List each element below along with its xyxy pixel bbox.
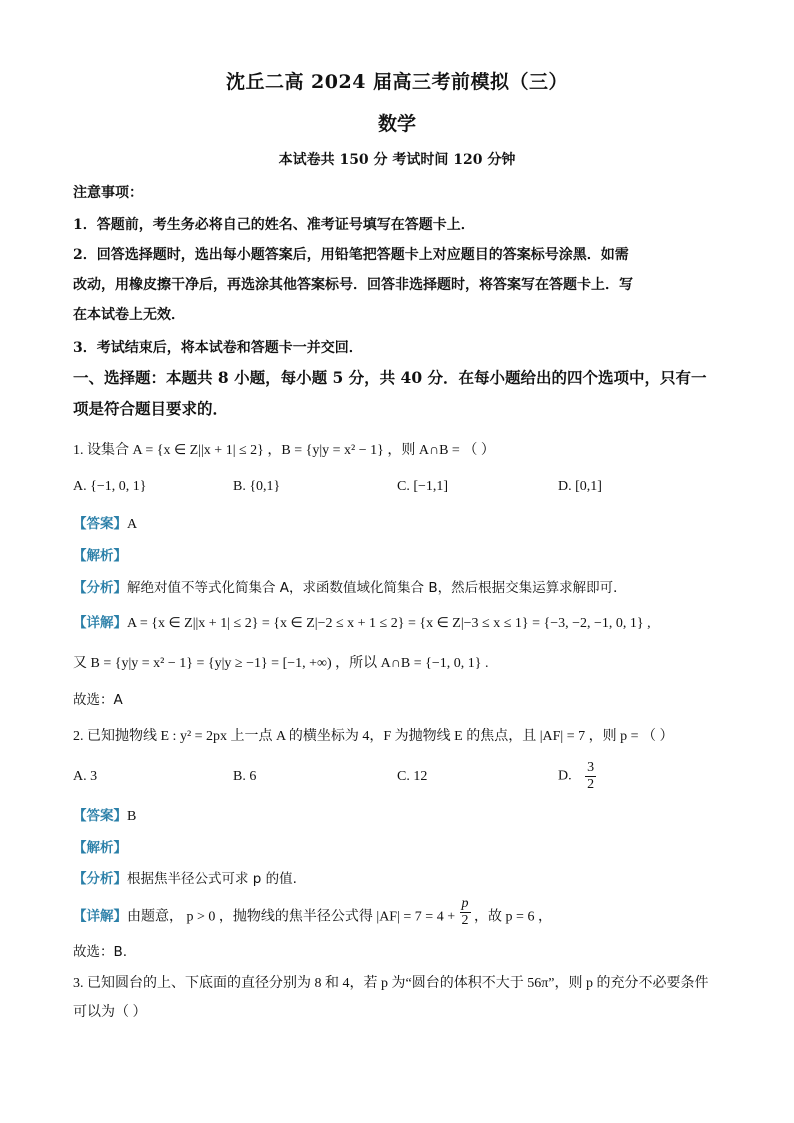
notice-item: 在本试卷上无效． xyxy=(73,307,185,323)
fenxi-text: 根据焦半径公式可求 p 的值. xyxy=(127,871,297,887)
fenxi-tag: 【分析】 xyxy=(73,580,127,596)
question-2-stem: 2. 已知抛物线 E : y² = 2px 上一点 A 的横坐标为 4，F 为抛物线 E 的焦点，且 |AF| = 7 ，则 p = （ ） xyxy=(73,729,674,744)
section-heading: 一、选择题：本题共 8 小题，每小题 5 分，共 40 分．在每小题给出的四个选项中，只有一 xyxy=(73,368,707,387)
q1-detail-line xyxy=(73,613,651,634)
q2-option-a: A. 3 xyxy=(73,769,98,784)
q1-choice: 故选：A xyxy=(73,692,123,708)
q1-option-b: B. {0,1} xyxy=(233,479,281,494)
detail-tag: 【详解】 xyxy=(73,908,127,925)
question-1-stem: 1. 设集合 A = {x ∈ Z||x + 1| ≤ 2} ，B = {y|y = x² − 1} ，则 A∩B = （ ） xyxy=(73,443,495,458)
detail-text: A = {x ∈ Z||x + 1| ≤ 2} = {x ∈ Z|−2 ≤ x + 1 ≤ 2} = {x ∈ Z|−3 ≤ x ≤ 1} = {−3, −2, −1, 0, 1} , xyxy=(127,616,651,631)
exam-title: 沈丘二高 2024 届高三考前模拟（三） xyxy=(225,71,569,93)
q1-detail-cont: 又 B = {y|y = x² − 1} = {y|y ≥ −1} = [−1, +∞) ，所以 A∩B = {−1, 0, 1} . xyxy=(73,656,489,671)
q2-answer-line xyxy=(73,806,136,827)
notice-item: 2．回答选择题时，选出每小题答案后，用铅笔把答题卡上对应题目的答案标号涂黑．如需 xyxy=(73,247,629,263)
exam-meta: 本试卷共 150 分 考试时间 120 分钟 xyxy=(278,152,516,168)
detail-fraction xyxy=(460,896,471,929)
q2-fenxi-line xyxy=(73,869,297,889)
detail-text-end: ，故 p = 6 ， xyxy=(470,909,552,925)
analysis-tag: 【解析】 xyxy=(73,548,127,564)
fraction-numerator: 3 xyxy=(587,760,595,775)
answer-value: A xyxy=(127,517,138,532)
question-3-stem-cont: 可以为（ ） xyxy=(73,1005,147,1020)
q2-option-d xyxy=(558,760,596,793)
fenxi-tag: 【分析】 xyxy=(73,871,127,887)
notice-item: 1．答题前，考生务必将自己的姓名、准考证号填写在答题卡上． xyxy=(73,217,475,233)
q2-analysis-line xyxy=(73,838,127,858)
q2-option-d-fraction xyxy=(585,760,596,793)
analysis-tag: 【解析】 xyxy=(73,840,127,856)
q1-analysis-line xyxy=(73,546,127,566)
detail-text: 由题意， p > 0 ，抛物线的焦半径公式得 |AF| = 7 = 4 + xyxy=(127,909,456,925)
q1-fenxi-line xyxy=(73,578,627,598)
q2-option-c: C. 12 xyxy=(397,769,428,784)
fraction-denominator: 2 xyxy=(461,913,469,928)
q2-option-d-label: D. xyxy=(558,768,572,784)
q1-option-a: A. {−1, 0, 1} xyxy=(73,479,147,494)
q2-choice: 故选：B. xyxy=(73,944,128,960)
q1-option-d: D. [0,1] xyxy=(558,479,602,494)
notice-heading: 注意事项： xyxy=(73,185,143,201)
q1-option-c: C. [−1,1] xyxy=(397,479,449,494)
answer-tag: 【答案】 xyxy=(73,808,127,824)
section-heading-cont: 项是符合题目要求的． xyxy=(73,399,229,418)
q1-answer-line xyxy=(73,514,137,535)
notice-item: 改动，用橡皮擦干净后，再选涂其他答案标号．回答非选择题时，将答案写在答题卡上．写 xyxy=(73,277,633,293)
answer-value: B xyxy=(127,809,137,824)
fraction-denominator: 2 xyxy=(587,777,595,792)
notice-item: 3．考试结束后，将本试卷和答题卡一并交回． xyxy=(73,340,363,356)
q2-option-b: B. 6 xyxy=(233,769,257,784)
fraction-numerator: p xyxy=(461,896,469,911)
fenxi-text: 解绝对值不等式化简集合 A，求函数值域化简集合 B，然后根据交集运算求解即可． xyxy=(127,580,627,596)
q2-detail-line xyxy=(73,896,552,929)
detail-tag: 【详解】 xyxy=(73,615,127,631)
answer-tag: 【答案】 xyxy=(73,516,127,532)
question-3-stem: 3. 已知圆台的上、下底面的直径分别为 8 和 4，若 p 为“圆台的体积不大于 56π”，则 p 的充分不必要条件 xyxy=(73,976,709,991)
subject-title: 数学 xyxy=(377,113,416,135)
